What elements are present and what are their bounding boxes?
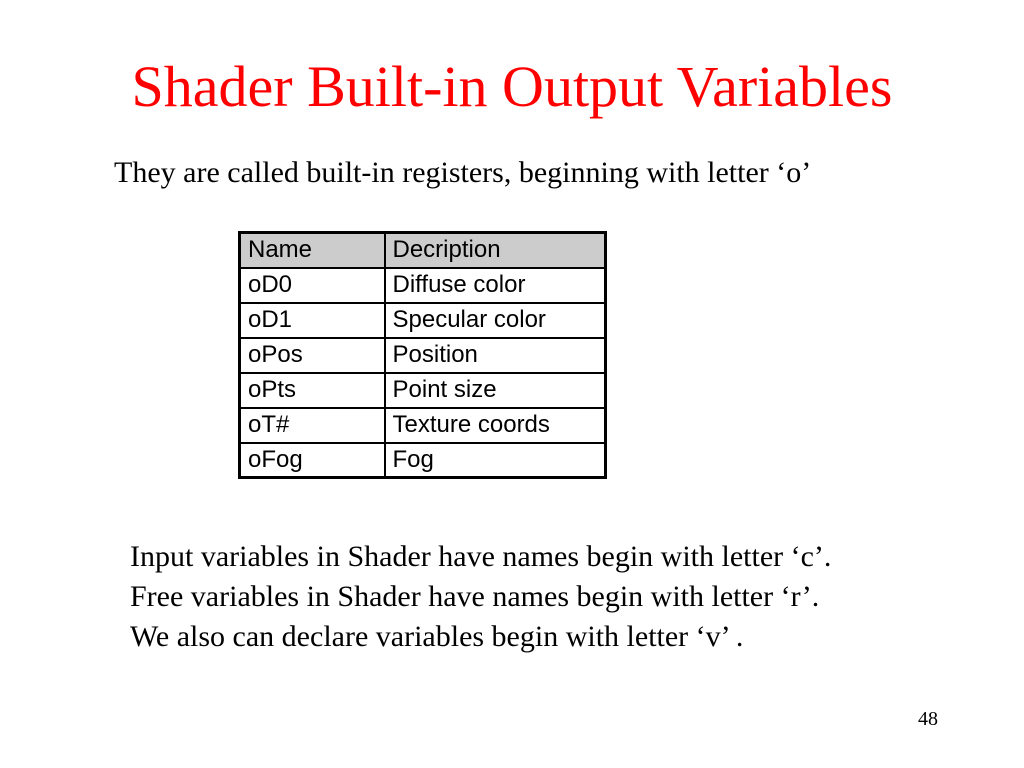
table-row (240, 408, 606, 443)
note-line-declared-variables: We also can declare variables begin with letter ‘v’ . (130, 620, 744, 653)
table-row (240, 373, 606, 408)
register-name-cell: oFog (240, 443, 385, 478)
page-number: 48 (918, 708, 938, 730)
notes-block (130, 537, 831, 657)
register-description-cell: Point size (385, 373, 606, 408)
register-description-cell: Fog (385, 443, 606, 478)
register-name-cell: oD1 (240, 303, 385, 338)
register-name-cell: oPts (240, 373, 385, 408)
column-header-description: Decription (385, 233, 606, 268)
table-row (240, 268, 606, 303)
table-row (240, 303, 606, 338)
column-header-name: Name (240, 233, 385, 268)
register-name-cell: oD0 (240, 268, 385, 303)
register-description-cell: Position (385, 338, 606, 373)
table-row (240, 338, 606, 373)
slide-title: Shader Built-in Output Variables (131, 54, 893, 119)
table-header-row (240, 233, 606, 268)
note-line-input-variables: Input variables in Shader have names begin with letter ‘c’. (130, 540, 832, 573)
note-line-free-variables: Free variables in Shader have names begin with letter ‘r’. (130, 580, 820, 613)
output-registers-table (238, 231, 607, 479)
register-name-cell: oT# (240, 408, 385, 443)
slide-subtitle: They are called built-in registers, beginning with letter ‘o’ (114, 156, 812, 189)
table-row (240, 443, 606, 478)
register-name-cell: oPos (240, 338, 385, 373)
register-description-cell: Texture coords (385, 408, 606, 443)
register-description-cell: Specular color (385, 303, 606, 338)
register-description-cell: Diffuse color (385, 268, 606, 303)
